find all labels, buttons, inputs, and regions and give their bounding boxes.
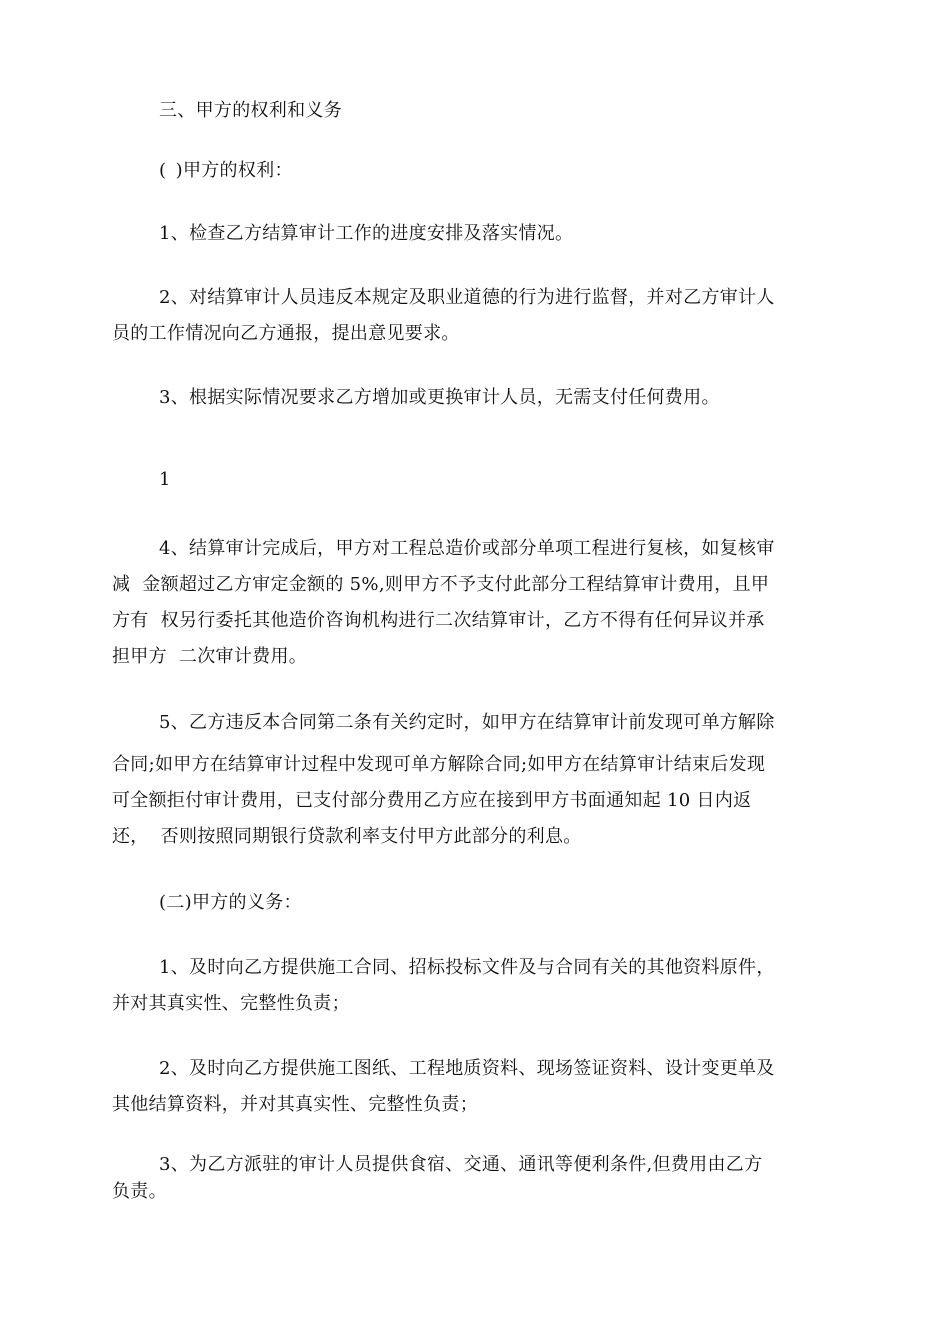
duties-heading: (二)甲方的义务： xyxy=(159,892,302,913)
paragraph-line: 减 金额超过乙方审定金额的 5%,则甲方不予支付此部分工程结算审计费用，且甲 xyxy=(112,574,770,595)
section-heading: 三、甲方的权利和义务 xyxy=(159,100,342,121)
paragraph-line: 并对其真实性、完整性负责； xyxy=(112,993,350,1014)
paragraph-line: 1、及时向乙方提供施工合同、招标投标文件及与合同有关的其他资料原件， xyxy=(159,957,775,978)
paragraph-line: 可全额拒付审计费用，已支付部分费用乙方应在接到甲方书面通知起 10 日内返 xyxy=(112,790,752,811)
paragraph-line: 4、结算审计完成后，甲方对工程总造价或部分单项工程进行复核，如复核审 xyxy=(159,538,775,559)
paragraph-line: 5、乙方违反本合同第二条有关约定时，如甲方在结算审计前发现可单方解除 xyxy=(159,712,775,733)
page-number: 1 xyxy=(159,469,171,490)
paragraph-line: 担甲方 二次审计费用。 xyxy=(112,646,308,667)
paragraph-line: 1、检查乙方结算审计工作的进度安排及落实情况。 xyxy=(159,223,574,244)
paragraph-line: 3、为乙方派驻的审计人员提供食宿、交通、通讯等便利条件,但费用由乙方 xyxy=(159,1154,763,1175)
paragraph-line: 3、根据实际情况要求乙方增加或更换审计人员，无需支付任何费用。 xyxy=(159,387,720,408)
paragraph-line: 负责。 xyxy=(112,1181,167,1202)
paragraph-line: 其他结算资料，并对其真实性、完整性负责； xyxy=(112,1094,478,1115)
paragraph-line: 合同;如甲方在结算审计过程中发现可单方解除合同;如甲方在结算审计结束后发现 xyxy=(112,754,766,775)
paragraph-line: 员的工作情况向乙方通报，提出意见要求。 xyxy=(112,323,460,344)
paragraph-line: 2、及时向乙方提供施工图纸、工程地质资料、现场签证资料、设计变更单及 xyxy=(159,1058,775,1079)
paragraph-line: 方有 权另行委托其他造价咨询机构进行二次结算审计，乙方不得有任何异议并承 xyxy=(112,610,765,631)
paragraph-line: 2、对结算审计人员违反本规定及职业道德的行为进行监督，并对乙方审计人 xyxy=(159,287,775,308)
paragraph-line: 还， 否则按照同期银行贷款利率支付甲方此部分的利息。 xyxy=(112,826,582,847)
rights-heading: ( )甲方的权利： xyxy=(159,160,293,181)
